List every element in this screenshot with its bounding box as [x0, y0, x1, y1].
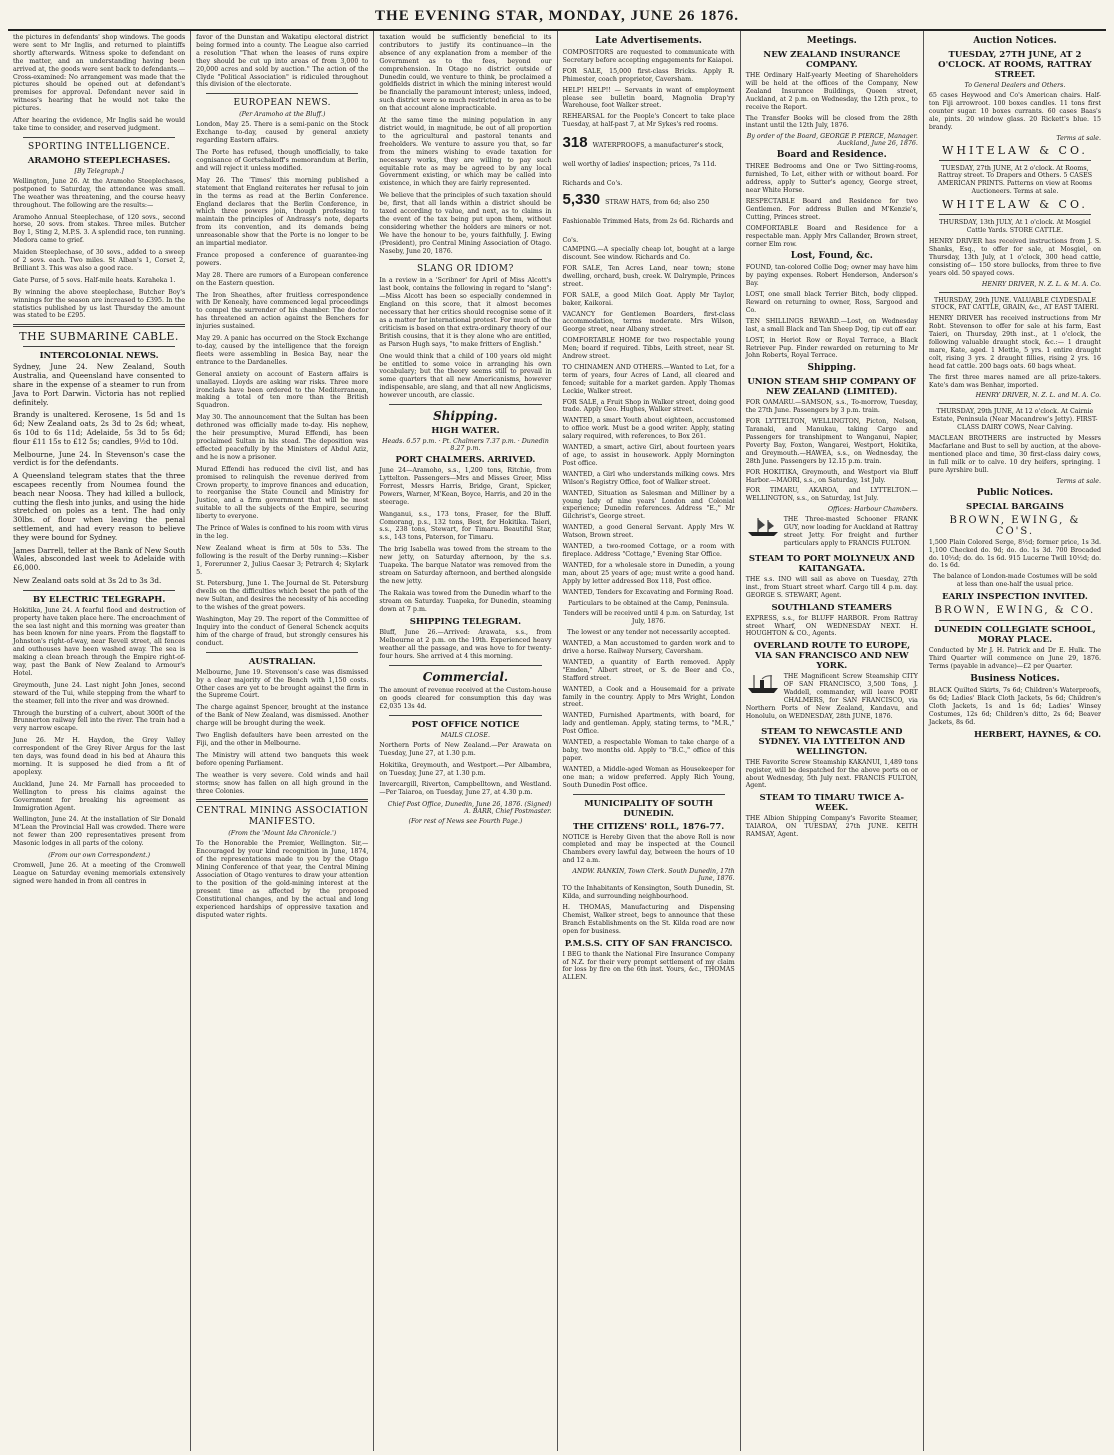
advertisement: TUESDAY, 27th JUNE, At 2 o'clock. At Rooms, Rattray street. To Drapers and Others. 5 CASES AMERICAN PRINTS. Patterns on view at Rooms Auctioneers. Terms at sale. [937, 164, 1093, 196]
advertisement: WANTED, a respectable Woman to take charge of a baby, two months old. Apply to "B.C.," office of this paper. [562, 739, 735, 762]
article-paragraph: Auckland, June 24. Mr Farnall has proceeded to Wellington to press his claims against the Government for breaking his agreement as Immigration Agent. [13, 780, 186, 812]
advertisement: HENRY DRIVER has received instructions from J. S. Shanks, Esq., to offer for sale, at Mosgiel, on Thursday, 13th July, at 1 o'clock, 300 head cattle, consisting of— 150 store bullocks, from three to five years old. 50 spayed cows. [928, 237, 1102, 277]
advertisement: COMFORTABLE Board and Residence for a respectable man. Apply Mrs Callander, Brown street, corner Elm row. [745, 224, 918, 248]
article-paragraph: The Ministry will attend two banquets this week before opening Parliament. [196, 751, 369, 767]
article-paragraph: Two English defaulters have been arrested on the Fiji, and the other in Melbourne. [196, 732, 369, 747]
article-subheading: [By Telegraph.] [74, 167, 124, 175]
section-heading: SPORTING INTELLIGENCE. [28, 141, 171, 152]
article-paragraph: June 26. Mr H. Haydon, the Grey Valley correspondent of the Grey River Argus for the last ten days, was found dead in his bed at Ahaura this morning. It is supposed he died from a fit of apoplexy. [13, 737, 186, 776]
advertisement: FOR LYTTELTON, WELLINGTON, Picton, Nelson, Taranaki, and Manukau, taking Cargo and Passengers for transhipment to Wanganui, Napier, Poverty Bay, Foxton, Wangarei, Westport, Hokitika, and Greymouth.—HAWEA, s.s., on Wednesday, the 28th June. Passengers by 12.15 p.m. train. [745, 418, 918, 465]
article-paragraph: June 24—Aramoho, s.s., 1,200 tons, Ritchie, from Lyttelton. Passengers—Mrs and Misses Greer, Miss Forrest, Messrs Harris, Bridge, Grant, Spicker, Powers, Warner, M'Kean, Boyce, Harris, and 20 in the steerage. [379, 467, 552, 506]
article-paragraph: the pictures in defendants' shop windows. The goods were sent to Mr Inglis, and returned to plaintiffs shortly afterwards. Witness spoke to defendant on the matter, and an understanding having been arrived at, the goods were sent back to defendants.—Cross-examined: No arrangement was made that the pictures should be opened out at defendant's premises for approval. Defendant never said in witness's hearing that he would not take the pictures. [13, 34, 186, 113]
signature: Chief Post Office, Dunedin, June 26, 1876. (Signed) A. BARR, Chief Postmaster. [387, 801, 552, 816]
advertisement: COMFORTABLE HOME for two respectable young Men; board if required. Tibbs, Leith street, near St. Andrew street. [562, 337, 735, 361]
signature: Terms at sale. [1056, 134, 1102, 142]
signature: Terms at sale. [1056, 477, 1102, 485]
advertisement: Particulars to be obtained at the Camp, Peninsula. [568, 599, 730, 607]
divider [573, 794, 725, 795]
advertisement: THREE Bedrooms and One or Two Sitting-rooms, furnished, To Let, either with or without board. For address, apply to Sutter's agency, George street, near White Horse. [745, 163, 918, 195]
advertisement: WANTED, a Girl who understands milking cows. Mrs Wilson's Registry Office, foot of Walker street. [562, 470, 735, 486]
advertisement: THURSDAY, 29th JUNE. VALUABLE CLYDESDALE STOCK, FAT CATTLE, GRAIN, &c., AT EAST TAIERI. [931, 296, 1099, 312]
advertisement: WANTED, Furnished Apartments, with board, for lady and gentleman. Apply, stating terms, to "M.R.," Post Office. [562, 712, 735, 736]
divider [23, 137, 175, 138]
divider [389, 259, 541, 260]
masthead: THE EVENING STAR, MONDAY, JUNE 26 1876. [8, 6, 1106, 31]
article-heading: MUNICIPALITY OF SOUTH DUNEDIN. [584, 798, 713, 819]
ad-text: WATERPROOFS, a manufacturer's stock, well worthy of ladies' inspection; prices, 7s 11d. Richards and Co's. [562, 142, 724, 188]
article-paragraph: Hokitika, Greymouth, and Westport.—Per Albambra, on Tuesday, June 27, at 1.30 p.m. [379, 761, 552, 777]
article-heading: ARAMOHO STEEPLECHASES. [27, 155, 171, 166]
article-heading: AUSTRALIAN. [248, 656, 316, 667]
article-paragraph: Maiden Steeplechase, of 30 sovs., added to a sweep of 2 sovs. each. Two miles. St Alban's 1, Corset 2, Brilliant 3. This was also a good race. [13, 249, 186, 272]
advertisement: WANTED, a quantity of Earth removed. Apply "Emden," Albert street, or S. de Beer and Co., Stafford street. [562, 658, 735, 682]
ad-text: THE Three-masted Schooner FRANK GUY, now loading for Auckland at Rattray street Jetty. For freight and further particulars apply to FRANCIS FULTON. [783, 516, 918, 547]
article-heading: OVERLAND ROUTE TO EUROPE, VIA SAN FRANCISCO AND NEW YORK. [753, 641, 911, 672]
section-heading: Board and Residence. [776, 150, 887, 161]
column-4 [558, 31, 741, 1451]
section-heading: Auction Notices. [973, 36, 1057, 46]
article-paragraph: Invercargill, Riverton, Campbelltown, and Westland.—Per Taiaroa, on Tuesday, June 27, at 4.30 p.m. [379, 781, 552, 797]
signature: HENRY DRIVER, N. Z. L. and M. A. Co. [975, 392, 1102, 400]
article-heading: UNION STEAM SHIP COMPANY OF NEW ZEALAND (LIMITED). [747, 377, 917, 398]
advertisement: WANTED, Situation as Salesman and Milliner by a young lady of nine years' London and Colonial experience; Dunedin references. Address "E.," Mr Gilchrist's, George street. [562, 489, 735, 521]
advertisement: H. THOMAS, Manufacturing and Dispensing Chemist, Walker street, begs to announce that these Branch Establishments on the St. Kilda road are now open for business. [562, 903, 735, 935]
divider [939, 214, 1091, 215]
advertisement [746, 673, 918, 723]
section-heading: SLANG OR IDIOM? [417, 264, 514, 275]
advertisement [563, 132, 735, 189]
article-paragraph: Wellington, June 24. At the installation of Sir Donald M'Lean the Provincial Hall was crowded. There were not fewer than 200 representatives present from Masonic lodges in all parts of the colony. [13, 816, 186, 848]
article-heading: PORT CHALMERS. ARRIVED. [395, 455, 536, 466]
advertisement: Conducted by Mr J. H. Patrick and Dr E. Hulk. The Third Quarter will commence on June 29, 1876. Terms (payable in advance)—£2 per Quarter. [928, 647, 1102, 670]
merchant-name: BROWN, EWING, & CO'S. [949, 514, 1081, 537]
article-heading: INTERCOLONIAL NEWS. [39, 351, 159, 362]
article-heading: POST OFFICE NOTICE [411, 719, 520, 730]
advertisement: FOR SALE, Ten Acres Land, near town; stone dwelling, orchard, bush, creek. W. Dalrymple, Princes street. [562, 264, 735, 288]
article-subheading: MAILS CLOSE. [440, 731, 490, 739]
article-heading: NEW ZEALAND INSURANCE COMPANY. [763, 50, 901, 70]
article-paragraph: May 28. There are rumors of a European conference on the Eastern question. [196, 271, 369, 287]
article-paragraph: New Zealand oats sold at 3s 2d to 3s 3d. [13, 575, 162, 585]
column-1 [8, 31, 191, 1451]
advertisement: WANTED, a two-roomed Cottage, or a room with fireplace. Address "Cottage," Evening Star Office. [562, 543, 735, 558]
advertisement: FOR HOKITIKA, Greymouth, and Westport via Bluff Harbor.—MAORI, s.s., on Saturday, 1st July. [745, 468, 918, 484]
advertisement: WANTED, a Man accustomed to garden work and to drive a horse. Railway Nursery, Caversham. [562, 640, 735, 656]
advertisement: WANTED, a good General Servant. Apply Mrs W. Watson, Brown street. [562, 524, 735, 540]
divider [939, 292, 1091, 293]
article-paragraph: London, May 25. There is a semi-panic on the Stock Exchange to-day, caused by general anxiety regarding Eastern affairs. [196, 121, 369, 145]
advertisement: FOR TIMARU, AKAROA, and LYTTELTON.—WELLINGTON, s.s., on Saturday, 1st July. [745, 487, 918, 503]
article-paragraph: Brandy is unaltered. Kerosene, 1s 5d and 1s 6d; New Zealand oats, 2s 3d to 2s 6d; wheat, 6s 10d to 6s 11d; Adelaide, 5s 3d to 5s 6d; flour £11 15s to £12 5s; candles, 9½d to 10d. [13, 410, 186, 446]
article-paragraph: By winning the above steeplechase, Butcher Boy's winnings for the season are increased to £395. In the statistics published by us last Thursday the amount was stated to be £295. [13, 288, 186, 320]
advertisement: Tenders will be received until 4 p.m. on Saturday, 1st July, 1876. [563, 610, 734, 626]
advertisement: RESPECTABLE Board and Residence for two Gentlemen. For address Bullen and M'Kenzie's, Cutting, Princes street. [745, 197, 918, 221]
advertisement: THE Ordinary Half-yearly Meeting of Shareholders will be held at the offices of the Company, New Zealand Insurance Buildings, Queen street, Auckland, at 2 p.m. on Wednesday, the 12th prox., to receive the Report. [745, 72, 918, 111]
ad-text: THE Magnificent Screw Steamship CITY OF SAN FRANCISCO, 3,500 Tons, J. Waddell, commander, will leave PORT CHALMERS, for SAN FRANCISCO, via Northern Ports of New Zealand, Kandavu, and Honolulu, on WEDNESDAY, 28th JUNE, 1876. [745, 673, 918, 720]
signature: Offices: Harbour Chambers. [827, 506, 918, 514]
advertisement: WANTED, for a wholesale store in Dunedin, a young man, about 25 years of age; must write a good hand. Apply by letter addressed Box 118, Post office. [562, 561, 735, 585]
ad-number: 318 [562, 134, 588, 152]
divider [389, 715, 541, 716]
section-heading: Lost, Found, &c. [790, 251, 873, 262]
advertisement: FOR SALE, 15,000 first-class Bricks. Apply R. Phimester, coach proprietor, Caversham. [562, 67, 735, 83]
article-paragraph: May 29. A panic has occurred on the Stock Exchange to-day, caused by the intelligence that the foreign fleets were assembling in Besica Bay, near the entrance to the Dardanelles. [196, 335, 369, 366]
article-heading: THE CITIZENS' ROLL, 1876-77. [572, 821, 725, 832]
advertisement: HENRY DRIVER has received instructions from Mr Robt. Stevenson to offer for sale at his farm, East Taieri, on Thursday, 29th inst., at 1 o'clock, the following valuable draught stock, &c.:— 1 draught mare, Kate, aged. 1 Mettle, 5 yrs. 1 entire draught colt, rising 3 yrs. 2 draught fillies, rising 2 yrs. 16 head fat cattle. 200 bags oats. 60 bags wheat. [928, 315, 1102, 370]
article-paragraph: Melbourne, June 19. Stevenson's case was dismissed by a clear majority of the Bench with 1,150 costs. Other cases are yet to be brought against the firm in the Supreme Court. [196, 668, 369, 700]
column-3 [374, 31, 557, 1451]
article-heading: SOUTHLAND STEAMERS [771, 602, 893, 613]
advertisement: TO CHINAMEN AND OTHERS.—Wanted to Let, for a term of years, four Acres of Land, all cleared and fenced; suitable for a market garden. Apply Thomas Leckie, Walker street. [562, 363, 735, 395]
advertisement: CAMPING.—A specially cheap lot, bought at a large discount. See window. Richards and Co. [562, 246, 735, 262]
article-paragraph: Through the bursting of a culvert, about 300ft of the Brunnerton railway fell into the river. The train had a very narrow escape. [13, 709, 186, 733]
article-paragraph: Murad Effendi has reduced the civil list, and has promised to relinquish the revenue derived from Crown property, to improve finances and education, to reorganise the State Council and Ministry for Justice, and a firm government that will be most suitable to all the subjects of the Empire, securing liberty to everyone. [196, 465, 369, 521]
advertisement: 1,500 Plain Colored Serge, 8½d; former price, 1s 3d. 1,100 Checked do. 9d; do. do. 1s 3d. 700 Brocaded do. 10½d; do. do. 1s 6d. 915 Lucerne Twill 10½d; do. do. 1s 6d. [928, 538, 1102, 570]
article-paragraph: Hokitika, June 24. A fearful flood and destruction of property have taken place here. The encroachment of the sea last night and this morning was greater than has been known for nine years. From the flagstaff to Johnston's right-of-way, near Revell street, all fences and outhouses have been washed away. The sea is making a clean breach through the Empire right-of-way, past the Bank of New Zealand to Armour's Hotel. [13, 606, 186, 677]
merchant-name: HERBERT, HAYNES, & CO. [974, 730, 1102, 741]
article-paragraph: St. Petersburg, June 1. The Journal de St. Petersburg dwells on the difficulties which beset the path of the new Sultan, and desires the necessity of his acceding to the wishes of the great powers. [196, 580, 369, 612]
article-paragraph: France proposed a conference of guarantee-ing powers. [196, 251, 369, 267]
signature: HENRY DRIVER, N. Z. L. & M. A. Co. [981, 280, 1102, 288]
article-paragraph: We believe that the principles of such taxation should be, first, that all lands within a district should be taxed according to value, and next, as to claims in the event of the tax being put upon them, without considering whether the holders are miners or not. We have the honour to be, yours faithfully, J. Ewing (President), pro Central Mining Association of Otago. Naseby, June 20, 1876. [379, 192, 552, 255]
advertisement: 65 cases Heywood and Co's American chairs. Half-ton Fiji arrowroot. 100 boxes candles. 11 tons first counter sugar. 10 boxes currants. 60 cases Baas's ale, pints. 20 window glass. 20 Rickett's blue. 15 brandy. [928, 92, 1102, 131]
advertisement: TEN SHILLINGS REWARD.—Lost, on Wednesday last, a small Black and Tan Sheep Dog, tip cut off ear. [745, 317, 918, 333]
advertisement: LOST, in Heriot Row or Royal Terrace, a Black Retriever Pup. Finder rewarded on returning to Mr John Roberts, Royal Terrace. [745, 336, 918, 360]
advertisement: THE Albion Shipping Company's Favorite Steamer, TAIAROA, ON TUESDAY, 27th JUNE. KEITH RAMSAY, Agent. [745, 815, 918, 839]
article-heading: DUNEDIN COLLEGIATE SCHOOL, MORAY PLACE. [934, 625, 1096, 646]
article-paragraph: May 26. The 'Times' this morning published a statement that England reiterates her refusal to join in the terms as read at the Berlin Conference. England declares that the Berlin Conference, in which three powers join, though professing to maintain the principles of Andrassy's note, departs from its convention, and its demands being unreasonable show that the Porte is no longer to be an impartial mediator. [196, 176, 369, 248]
advertisement: WANTED, a Cook and a Housemaid for a private family in the country. Apply to Mrs Wright, London street. [562, 685, 735, 709]
article-heading: P.M.S.S. CITY OF SAN FRANCISCO. [564, 938, 733, 949]
article-paragraph: To the Honorable the Premier, Wellington. Sir,—Encouraged by your kind recognition in June, 1874, of the representations made to you by the Otago Mining Conference of that year, the Central Mining Association of Otago ventures to draw your attention to the position of the gold-mining interest at the present time as affected by the proposed Constitutional changes, and by the actual and long experienced hardships of oppressive taxation and disputed water rights. [196, 840, 369, 919]
article-paragraph: Cromwell, June 26. At a meeting of the Cromwell League on Saturday evening memorials extensively signed were handed in from all centres in [13, 862, 186, 885]
column-2 [191, 31, 374, 1451]
article-heading: STEAM TO PORT MOLYNEUX AND KAITANGATA. [748, 553, 915, 574]
article-paragraph: taxation would be sufficiently beneficial to its contributors to justify its continuance—in the absence of any explanation from a member of the Government as to the fees, beyond our comprehension. In Otago no district outside of Dunedin could, we venture to think, be proclaimed a goldfields district in which the mining interest would be financially the paramount interest; unless, indeed, such district were so much restricted in area as to be on that account alone impracticable. [379, 34, 552, 113]
section-heading: THE SUBMARINE CABLE. [19, 330, 179, 344]
divider [13, 324, 185, 327]
auctioneer-name: WHITELAW & CO. [942, 143, 1088, 157]
article-paragraph: Melbourne, June 24. In Stevenson's case the verdict is for the defendants. [13, 449, 186, 468]
article-paragraph: Washington, May 29. The report of the Committee of Inquiry into the conduct of General Schenck acquits him of the charge of fraud, but strongly censures his conduct. [196, 616, 369, 647]
article-heading: SHIPPING TELEGRAM. [409, 617, 522, 628]
section-heading: Meetings. [806, 36, 857, 46]
divider [389, 665, 541, 666]
section-heading: Shipping. [807, 363, 856, 374]
ad-number: 5,330 [562, 191, 601, 209]
advertisement: LOST, one small black Terrier Bitch, body clipped. Reward on returning to owner, Ross, Sargood and Co. [745, 291, 918, 314]
section-heading: Public Notices. [976, 487, 1054, 498]
article-subheading: (Per Aramoho at the Bluff.) [239, 111, 326, 119]
article-heading: STEAM TO NEWCASTLE AND SYDNEY. VIA LYTTELTON AND WELLINGTON. [758, 726, 906, 757]
article-heading: HIGH WATER. [431, 426, 500, 437]
article-paragraph: May 30. The announcement that the Sultan has been dethroned was officially made to-day. His nephew, the heir presumptive, Murad Effendi, has been proclaimed Sultan in his stead. The deposition was effected peacefully by the Ministers of Abdul Aziz, and he is now a prisoner. [196, 414, 369, 461]
advertisement: VACANCY for Gentlemen Boarders, first-class accommodation, terms moderate. Mrs Wilson, George street, near Albany street. [562, 310, 735, 334]
divider [939, 403, 1091, 404]
advertisement: THE Favorite Screw Steamship KAKANUI, 1,489 tons register, will be despatched for the above ports on or about Wednesday, 5th July next. FRANCIS FULTON, Agent. [745, 758, 918, 790]
article-paragraph: Sydney, June 24. New Zealand, South Australia, and Queensland have consented to share in the expense of a steamer to run from Java to Port Darwin. Victoria has not replied definitely. [13, 362, 186, 407]
steamship-icon [746, 673, 780, 695]
article-paragraph: Bluff, June 26.—Arrived: Arawata, s.s., from Melbourne at 2 p.m. on the 19th. Experienced heavy weather all the passage, and was hove to for twenty-four hours. She arrived at 4 this morning. [379, 629, 552, 661]
section-heading: Business Notices. [970, 673, 1060, 684]
columns [8, 31, 1106, 1451]
section-heading: Late Advertisements. [595, 36, 702, 46]
article-subheading: (From our own Correspondent.) [48, 852, 151, 860]
advertisement: THURSDAY, 29th JUNE, At 12 o'clock. At Cairnie Estate, Peninsula (Near Macandrew's Jetty). FIRST-CLASS DAIRY COWS, Near Calving. [932, 408, 1098, 432]
article-paragraph: Greymouth, June 24. Last night John Jones, second steward of the Tui, while stepping from the wharf to the steamer, fell into the river and was drowned. [13, 681, 186, 705]
article-paragraph: At the same time the mining population in any district would, in magnitude, be out of all proportion to the agricultural and pastoral tenants and freeholders. We venture to assure you that, so far from the miners wishing to evade taxation for necessary works, they are willing to pay such equitable rate as may be agreed to by any local Government existing, or which may be called into existence, in which they are fairly represented. [379, 117, 552, 188]
article-heading: EARLY INSPECTION INVITED. [942, 592, 1088, 603]
article-paragraph: Gate Purse, of 5 sovs. Half-mile heats. Karaheka 1. [13, 276, 176, 284]
divider [939, 620, 1091, 621]
advertisement: FOR OAMARU.—SAMSON, s.s., To-morrow, Tuesday, the 27th June. Passengers by 3 p.m. train. [745, 399, 918, 415]
advertisement: WANTED, a Middle-aged Woman as Housekeeper for one man; a widow preferred. Apply Rich Young, South Dunedin Post office. [562, 765, 735, 789]
section-heading: CENTRAL MINING ASSOCIATION MANIFESTO. [196, 806, 369, 828]
article-paragraph: New Zealand wheat is firm at 50s to 53s. The following is the result of the Derby running:—Kisber 1, Forerunner 2, Julius Caesar 3; Petrarch 4; Skylark 5. [196, 544, 369, 576]
article-paragraph: James Darrell, teller at the Bank of New South Wales, absconded last week to Adelaide with £6,000. [13, 545, 186, 573]
section-heading: EUROPEAN NEWS. [233, 98, 332, 109]
section-heading: Commercial. [422, 670, 509, 685]
article-heading: BY ELECTRIC TELEGRAPH. [32, 594, 166, 605]
divider [23, 346, 175, 347]
advertisement: REHEARSAL for the People's Concert to take place Tuesday, at half-past 7, at Mr Sykes's red rooms. [562, 113, 735, 129]
merchant-name: BROWN, EWING, & CO. [934, 605, 1096, 617]
advertisement: TO the Inhabitants of Kensington, South Dunedin, St. Kilda, and surrounding neighbourhood. [562, 885, 735, 901]
advertisement: The balance of London-made Costumes will be sold at less than one-half the usual price. [932, 573, 1097, 589]
column-5 [741, 31, 924, 1451]
divider [206, 652, 358, 653]
advertisement: THE s.s. INO will sail as above on Tuesday, 27th inst., from Stuart street wharf. Cargo till 4 p.m. day. GEORGE S. STEWART, Agent. [745, 575, 918, 599]
advertisement: WANTED, a smart Youth about eighteen, accustomed to office work. Must be a good writer. Apply, stating salary required, with references, to Box 261. [562, 417, 735, 441]
advertisement: The lowest or any tender not necessarily accepted. [567, 629, 731, 637]
auctioneer-name: WHITELAW & CO. [942, 198, 1088, 212]
article-paragraph: The Prince of Wales is confined to his room with virus in the leg. [196, 525, 369, 540]
advertisement: NOTICE is Hereby Given that the above Roll is now completed and may be inspected at the Council Chambers every lawful day, between the hours of 10 and 12 a.m. [562, 833, 735, 865]
advertisement: The first three mares named are all prize-takers. Kate's dam was Benhar, imported. [928, 373, 1102, 389]
column-6 [924, 31, 1106, 1451]
advertisement [563, 189, 735, 246]
divider [196, 799, 368, 802]
divider [206, 93, 358, 94]
article-paragraph: General anxiety on account of Eastern affairs is unallayed. Lloyds are asking war risks. Three more ironclads have been ordered to the Mediterranean, making a total of ten more than the British Squadron. [196, 370, 369, 410]
article-paragraph: favor of the Dunstan and Wakatipu electoral district being formed into a county. The League also carried a resolution "That when the leases of runs expire they should be cut up into areas of from 3,000 to 20,000 acres and sold by auction." The action of the Clyde "Political Association" is ridiculed throughout this division of the electorate. [196, 34, 369, 89]
tide-table: Heads. 6.57 p.m. · Pt. Chalmers 7.37 p.m. · Dunedin 8.27 p.m. [382, 438, 549, 453]
advertisement: WANTED, Tenders for Excavating and Forming Road. [562, 588, 734, 596]
advertisement: I BEG to thank the National Fire Insurance Company of N.Z. for their very prompt settlement of my claim for loss by fire on the 6th inst. Yours, &c., THOMAS ALLEN. [562, 950, 735, 982]
article-paragraph: Wanganui, s.s., 173 tons, Fraser, for the Bluff. Comorang, p.s., 132 tons, Best, for Hokitika. Taieri, s.s., 238 tons, Stewart, for Timaru. Beautiful Star, s.s., 143 tons, Paterson, for Timaru. [379, 510, 552, 542]
article-heading: SPECIAL BARGAINS [966, 501, 1064, 512]
divider [23, 590, 175, 591]
signature: ANDW. RANKIN, Town Clerk. South Dunedin, 17th June, 1876. [572, 868, 735, 883]
article-paragraph: Wellington, June 26. At the Aramoho Steeplechases, postponed to Saturday, the attendance was small. The weather was threatening, and the course heavy throughout. The following are the results:— [13, 177, 186, 209]
divider [389, 404, 541, 405]
advertisement: THURSDAY, 13th JULY, At 1 o'clock. At Mosgiel Cattle Yards. STORE CATTLE. [939, 219, 1091, 235]
article-paragraph: The brig Isabella was towed from the stream to the new jetty, on Saturday afternoon, by the s.s. Tuapeka. The barque Natator was removed from the stream on Saturday afternoon, and berthed alongside the new jetty. [379, 546, 552, 585]
divider [939, 160, 1091, 161]
advertisement: BLACK Quilted Skirts, 7s 6d; Children's Waterproofs, 6s 6d; Ladies' Black Cloth Jackets, 5s 6d; Children's Cloth Jackets, 1s and 1s 6d; Ladies' Winsey Costumes, 12s 6d; Children's ditto, 2s 6d; Beaver Jackets, 8s 6d. [928, 686, 1102, 726]
ship-icon [746, 516, 780, 538]
signature: By order of the Board, GEORGE P. PIERCE, Manager. Auckland, June 26, 1876. [746, 133, 918, 148]
ad-text: STRAW HATS, from 6d; also 250 Fashionable Trimmed Hats, from 2s 6d. Richards and Co's. [562, 199, 734, 245]
article-paragraph: The Porte has refused, though unofficially, to take cognisance of Gortschakoff's memorandum at Berlin, and will reject it unless modified. [196, 149, 369, 172]
article-paragraph: The Rakaia was towed from the Dunedin wharf to the stream on Saturday. Tuapeka, for Dunedin, steaming down at 7 p.m. [379, 589, 552, 613]
section-heading: Shipping. [433, 409, 498, 424]
article-paragraph: The Iron Sheathes, after fruitless correspondence with Dr Kenealy, have commenced legal proceedings to compel the surrender of his chamber. The doctor has threatened an action against the Benchers for injuries sustained. [196, 291, 369, 331]
article-subheading: To General Dealers and Others. [964, 82, 1066, 89]
advertisement [746, 516, 918, 551]
article-paragraph: Northern Ports of New Zealand.—Per Arawata on Tuesday, June 27, at 1.30 p.m. [379, 741, 552, 757]
advertisement: WANTED, a smart, active Girl, about fourteen years of age, to assist in housework. Apply Mornington Post office. [562, 444, 735, 467]
article-paragraph: The weather is very severe. Cold winds and hail storms; snow has fallen on all high ground in the three Colonies. [196, 771, 369, 795]
advertisement: FOUND, tan-colored Collie Dog; owner may have him by paying expenses. Robert Henderson, Anderson's Bay. [745, 264, 918, 288]
advertisement: MACLEAN BROTHERS are instructed by Messrs Macfarlane and Bust to sell by auction, at the above-mentioned place and time, 30 first-class dairy cows, in full milk or to calve. 10 dry heifers, springing. 1 pure Ayrshire bull. [928, 435, 1102, 474]
advertisement: COMPOSITORS are requested to communicate with Secretary before accepting engagements for Kaiapoi. [562, 49, 735, 64]
article-paragraph: After hearing the evidence, Mr Inglis said he would take time to consider, and reserved judgment. [13, 117, 186, 132]
article-paragraph: The amount of revenue received at the Custom-house on goods cleared for consumption this day was £2,035 13s 4d. [379, 687, 552, 710]
advertisement: EXPRESS, s.s., for BLUFF HARBOR. From Rattray street Wharf, ON WEDNESDAY NEXT. H. HOUGHTON & CO., Agents. [745, 614, 918, 638]
article-subheading: (From the 'Mount Ida Chronicle.') [228, 830, 337, 838]
article-heading: STEAM TO TIMARU TWICE A-WEEK. [759, 793, 905, 814]
article-paragraph: In a review in a 'Scribner' for April of Miss Alcott's last book, contains the following in regard to "slang":—Miss Alcott has been so especially condemned in England on this score, that it almost becomes necessary that her critics should recognise some of it as a matter for international protest. For much of the criticism is based on that extra-ordinary theory of our British cousins, that it is they alone who are entitled, as Parson Hugh says, "to make fritters of English." [379, 277, 552, 348]
advertisement: FOR SALE, a good Milch Goat. Apply Mr Taylor, baker, Kaikorai. [562, 291, 735, 307]
article-paragraph: A Queensland telegram states that the three escapees recently from Noumea found the beach near Noosa. They had killed a bullock, cutting the flesh into junks, and using the hide stretched on poles as a tent. The had only 30lbs. of flour when leaving the penal settlement, and had every reason to believe they were bound for Sydney. [13, 471, 186, 542]
article-heading: TUESDAY, 27TH JUNE, AT 2 O'CLOCK. AT ROOMS, RATTRAY STREET. [938, 50, 1092, 80]
advertisement: FOR SALE, a Fruit Shop in Walker street, doing good trade. Apply Geo. Hughes, Walker street. [562, 398, 735, 414]
note: (For rest of News see Fourth Page.) [408, 818, 523, 826]
advertisement: HELP! HELP!! — Servants in want of employment please see bulletin board, Magnolia Drap'ry Warehouse, foot Walker street. [562, 86, 735, 110]
article-paragraph: One would think that a child of 100 years old might be entitled to some voice in arranging his own vocabulary; but the theory seems still to prevail in some quarters that all new Americanisms, however indispensable, are slang, and that all new Anglicisms, however uncouth, are classic. [379, 352, 552, 400]
article-paragraph: The charge against Spencer, brought at the instance of the Bank of New Zealand, was dismissed. Another charge will be brought during the week. [196, 704, 369, 728]
advertisement: The Transfer Books will be closed from the 28th instant until the 12th July, 1876. [745, 114, 918, 130]
article-paragraph: Aramoho Annual Steeplechase, of 120 sovs., second horse, 20 sovs. from stakes. Three miles. Butcher Boy 1, Sting 2, M.P.S. 3. A splendid race, ten running. Medora came to grief. [13, 213, 186, 245]
